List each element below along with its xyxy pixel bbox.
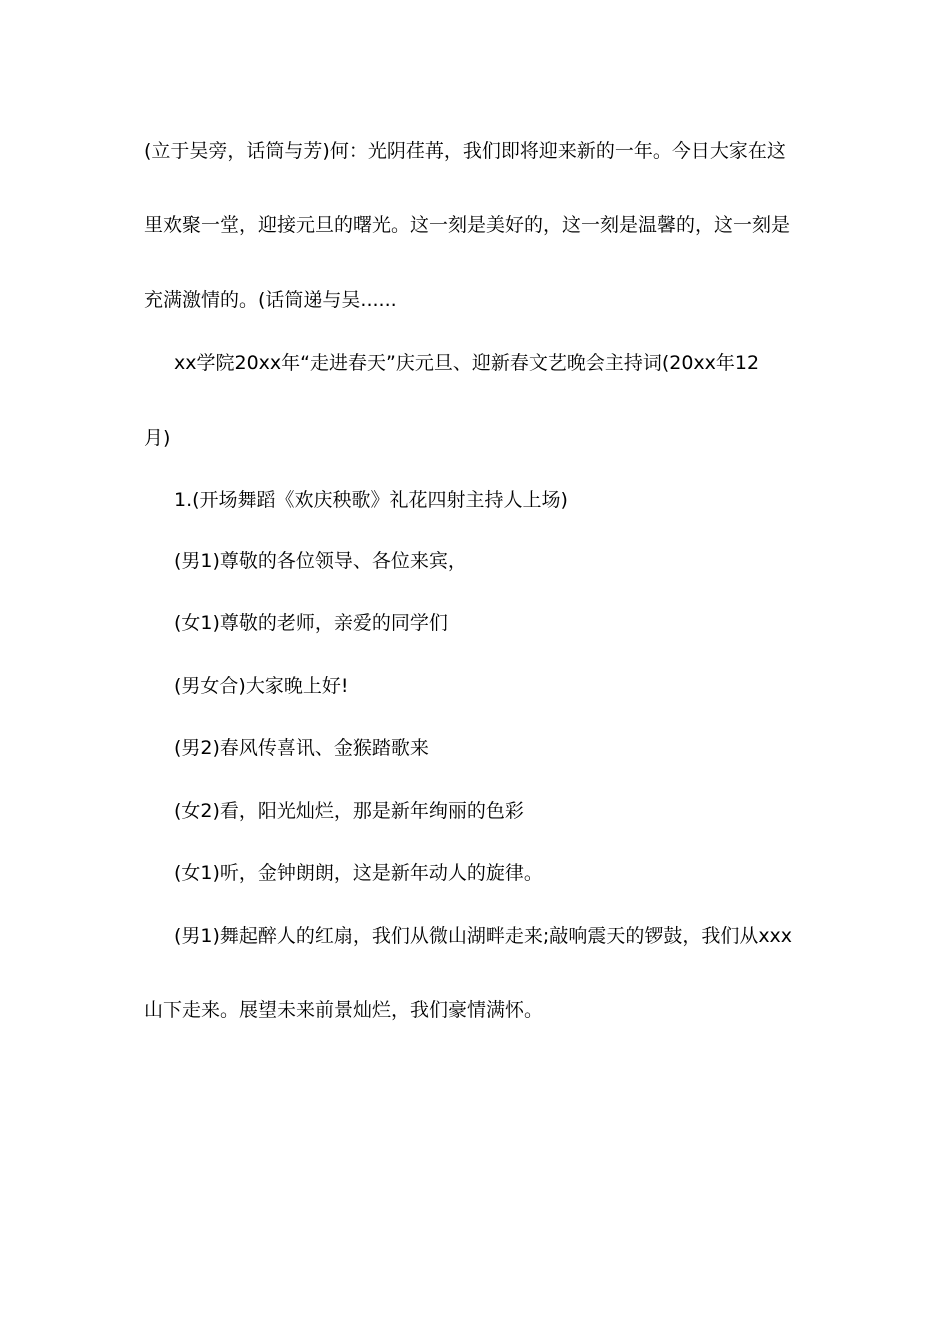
script-title-line: 月) — [144, 427, 171, 449]
script-title-line: xx学院20xx年“走进春天”庆元旦、迎新春文艺晚会主持词(20xx年12 — [174, 352, 760, 374]
dialogue-line: (女1)尊敬的老师，亲爱的同学们 — [174, 612, 448, 634]
paragraph-line: 里欢聚一堂，迎接元旦的曙光。这一刻是美好的，这一刻是温馨的，这一刻是 — [144, 214, 791, 236]
dialogue-line: (男女合)大家晚上好! — [174, 675, 349, 697]
dialogue-line: 山下走来。展望未来前景灿烂，我们豪情满怀。 — [144, 999, 544, 1021]
paragraph-line: (立于吴旁，话筒与芳)何：光阴荏苒，我们即将迎来新的一年。今日大家在这 — [144, 140, 786, 162]
dialogue-line: (男1)舞起醉人的红扇，我们从微山湖畔走来;敲响震天的锣鼓，我们从xxx — [174, 925, 793, 947]
dialogue-line: (男2)春风传喜讯、金猴踏歌来 — [174, 737, 429, 759]
dialogue-line: (男1)尊敬的各位领导、各位来宾， — [174, 550, 467, 572]
dialogue-line: (女1)听，金钟朗朗，这是新年动人的旋律。 — [174, 862, 543, 884]
dialogue-line: (女2)看，阳光灿烂，那是新年绚丽的色彩 — [174, 800, 524, 822]
stage-direction-line: 1.(开场舞蹈《欢庆秧歌》礼花四射主持人上场) — [174, 489, 568, 511]
paragraph-line: 充满激情的。(话筒递与吴...... — [144, 289, 397, 311]
